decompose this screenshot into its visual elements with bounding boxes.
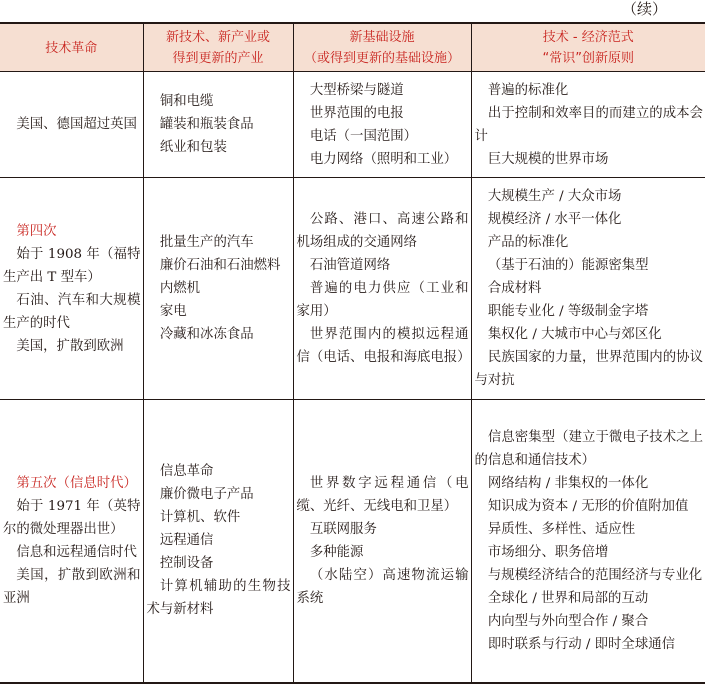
revolution-line: 石油、汽车和大规模生产的时代 [3, 292, 141, 331]
list-item: 大规模生产 / 大众市场 [487, 189, 622, 204]
infrastructure-cell [293, 178, 471, 400]
header-revolution: 技术革命 [0, 23, 143, 72]
table-row [0, 178, 705, 400]
list-item: （水陆空）高速物流运输系统 [296, 567, 469, 606]
list-item: 世界范围的电报 [309, 105, 404, 121]
list-item: 世界范围内的模拟远程通信（电话、电报和海底电报） [296, 327, 471, 365]
infrastructure-cell [293, 72, 471, 178]
continued-label: （续） [621, 0, 667, 18]
list-item: 互联网服务 [309, 521, 377, 537]
list-item: 石油管道网络 [309, 258, 391, 273]
list-item: 与规模经济结合的范围经济与专业化 [487, 567, 703, 583]
list-item: 家电 [159, 304, 187, 319]
list-item: 铜和电缆 [159, 94, 214, 109]
industries-cell [143, 400, 293, 683]
list-item: 控制设备 [159, 556, 214, 572]
list-item: 职能专业化 / 等级制金字塔 [487, 304, 649, 319]
list-item: 大型桥梁与隧道 [309, 82, 404, 98]
list-item: 信息革命 [159, 464, 214, 480]
industries-cell [143, 178, 293, 400]
table-row [0, 400, 705, 683]
revolution-line: 始于 1908 年（福特生产出 T 型车） [3, 246, 141, 285]
list-item: 内向型与外向型合作 / 聚合 [487, 613, 649, 629]
infrastructure-cell [293, 400, 471, 683]
list-item: 巨大规模的世界市场 [487, 151, 609, 167]
revolution-cell [0, 72, 143, 178]
revolution-line: 始于 1971 年（英特尔的微处理器出世） [3, 498, 141, 537]
table-header-row [0, 23, 705, 72]
revolution-cell [0, 400, 143, 683]
header-industries: 新技术、新产业或 得到更新的产业 [143, 23, 293, 72]
list-item: 罐装和瓶装食品 [159, 117, 254, 132]
paradigm-cell [471, 400, 705, 683]
list-item: 公路、港口、高速公路和机场组成的交通网络 [296, 212, 469, 250]
list-item: 内燃机 [159, 281, 201, 296]
table-row [0, 72, 705, 178]
list-item: （基于石油的）能源密集型 [487, 258, 649, 273]
list-item: 即时联系与行动 / 即时全球通信 [487, 636, 675, 652]
tech-revolution-table [0, 22, 705, 684]
paradigm-cell [471, 72, 705, 178]
list-item: 市场细分、职务倍增 [487, 544, 609, 560]
revolution-line: 美国、德国超过英国 [16, 117, 137, 132]
list-item: 信息密集型（建立于微电子技术之上的信息和通信技术） [474, 429, 703, 468]
industries-cell [143, 72, 293, 178]
list-item: 集权化 / 大城市中心与郊区化 [487, 327, 662, 342]
list-item: 计算机辅助的生物技术与新材料 [146, 579, 291, 618]
list-item: 批量生产的汽车 [159, 235, 254, 250]
list-item: 产品的标准化 [487, 235, 569, 250]
revolution-title: 第五次（信息时代） [16, 475, 137, 491]
revolution-line: 美国，扩散到欧洲和亚洲 [3, 567, 141, 606]
list-item: 网络结构 / 非集权的一体化 [487, 475, 649, 491]
list-item: 合成材料 [487, 281, 542, 296]
list-item: 出于控制和效率目的而建立的成本会计 [474, 105, 703, 144]
list-item: 普遍的标准化 [487, 82, 569, 98]
list-item: 多种能源 [309, 544, 364, 560]
list-item: 知识成为资本 / 无形的价值附加值 [487, 498, 689, 514]
paradigm-cell [471, 178, 705, 400]
header-paradigm: 技术 - 经济范式 “常识”创新原则 [471, 23, 705, 72]
revolution-line: 美国，扩散到欧洲 [16, 338, 124, 354]
list-item: 冷藏和冰冻食品 [159, 327, 254, 342]
list-item: 世界数字远程通信（电缆、光纤、无线电和卫星） [296, 475, 469, 514]
list-item: 异质性、多样性、适应性 [487, 521, 636, 537]
revolution-line: 信息和远程通信时代 [16, 544, 137, 560]
list-item: 远程通信 [159, 533, 214, 549]
list-item: 电话（一国范围） [309, 128, 418, 144]
list-item: 普遍的电力供应（工业和家用） [296, 281, 469, 319]
list-item: 纸业和包装 [159, 140, 227, 155]
list-item: 廉价微电子产品 [159, 487, 254, 503]
list-item: 全球化 / 世界和局部的互动 [487, 590, 649, 606]
list-item: 规模经济 / 水平一体化 [487, 212, 622, 227]
revolution-cell [0, 178, 143, 400]
list-item: 民族国家的力量，世界范围内的协议与对抗 [474, 350, 703, 388]
revolution-title: 第四次 [16, 223, 57, 239]
list-item: 电力网络（照明和工业） [309, 151, 458, 167]
header-infrastructure: 新基础设施 （或得到更新的基础设施） [293, 23, 471, 72]
list-item: 廉价石油和石油燃料 [159, 258, 281, 273]
list-item: 计算机、软件 [159, 510, 241, 526]
